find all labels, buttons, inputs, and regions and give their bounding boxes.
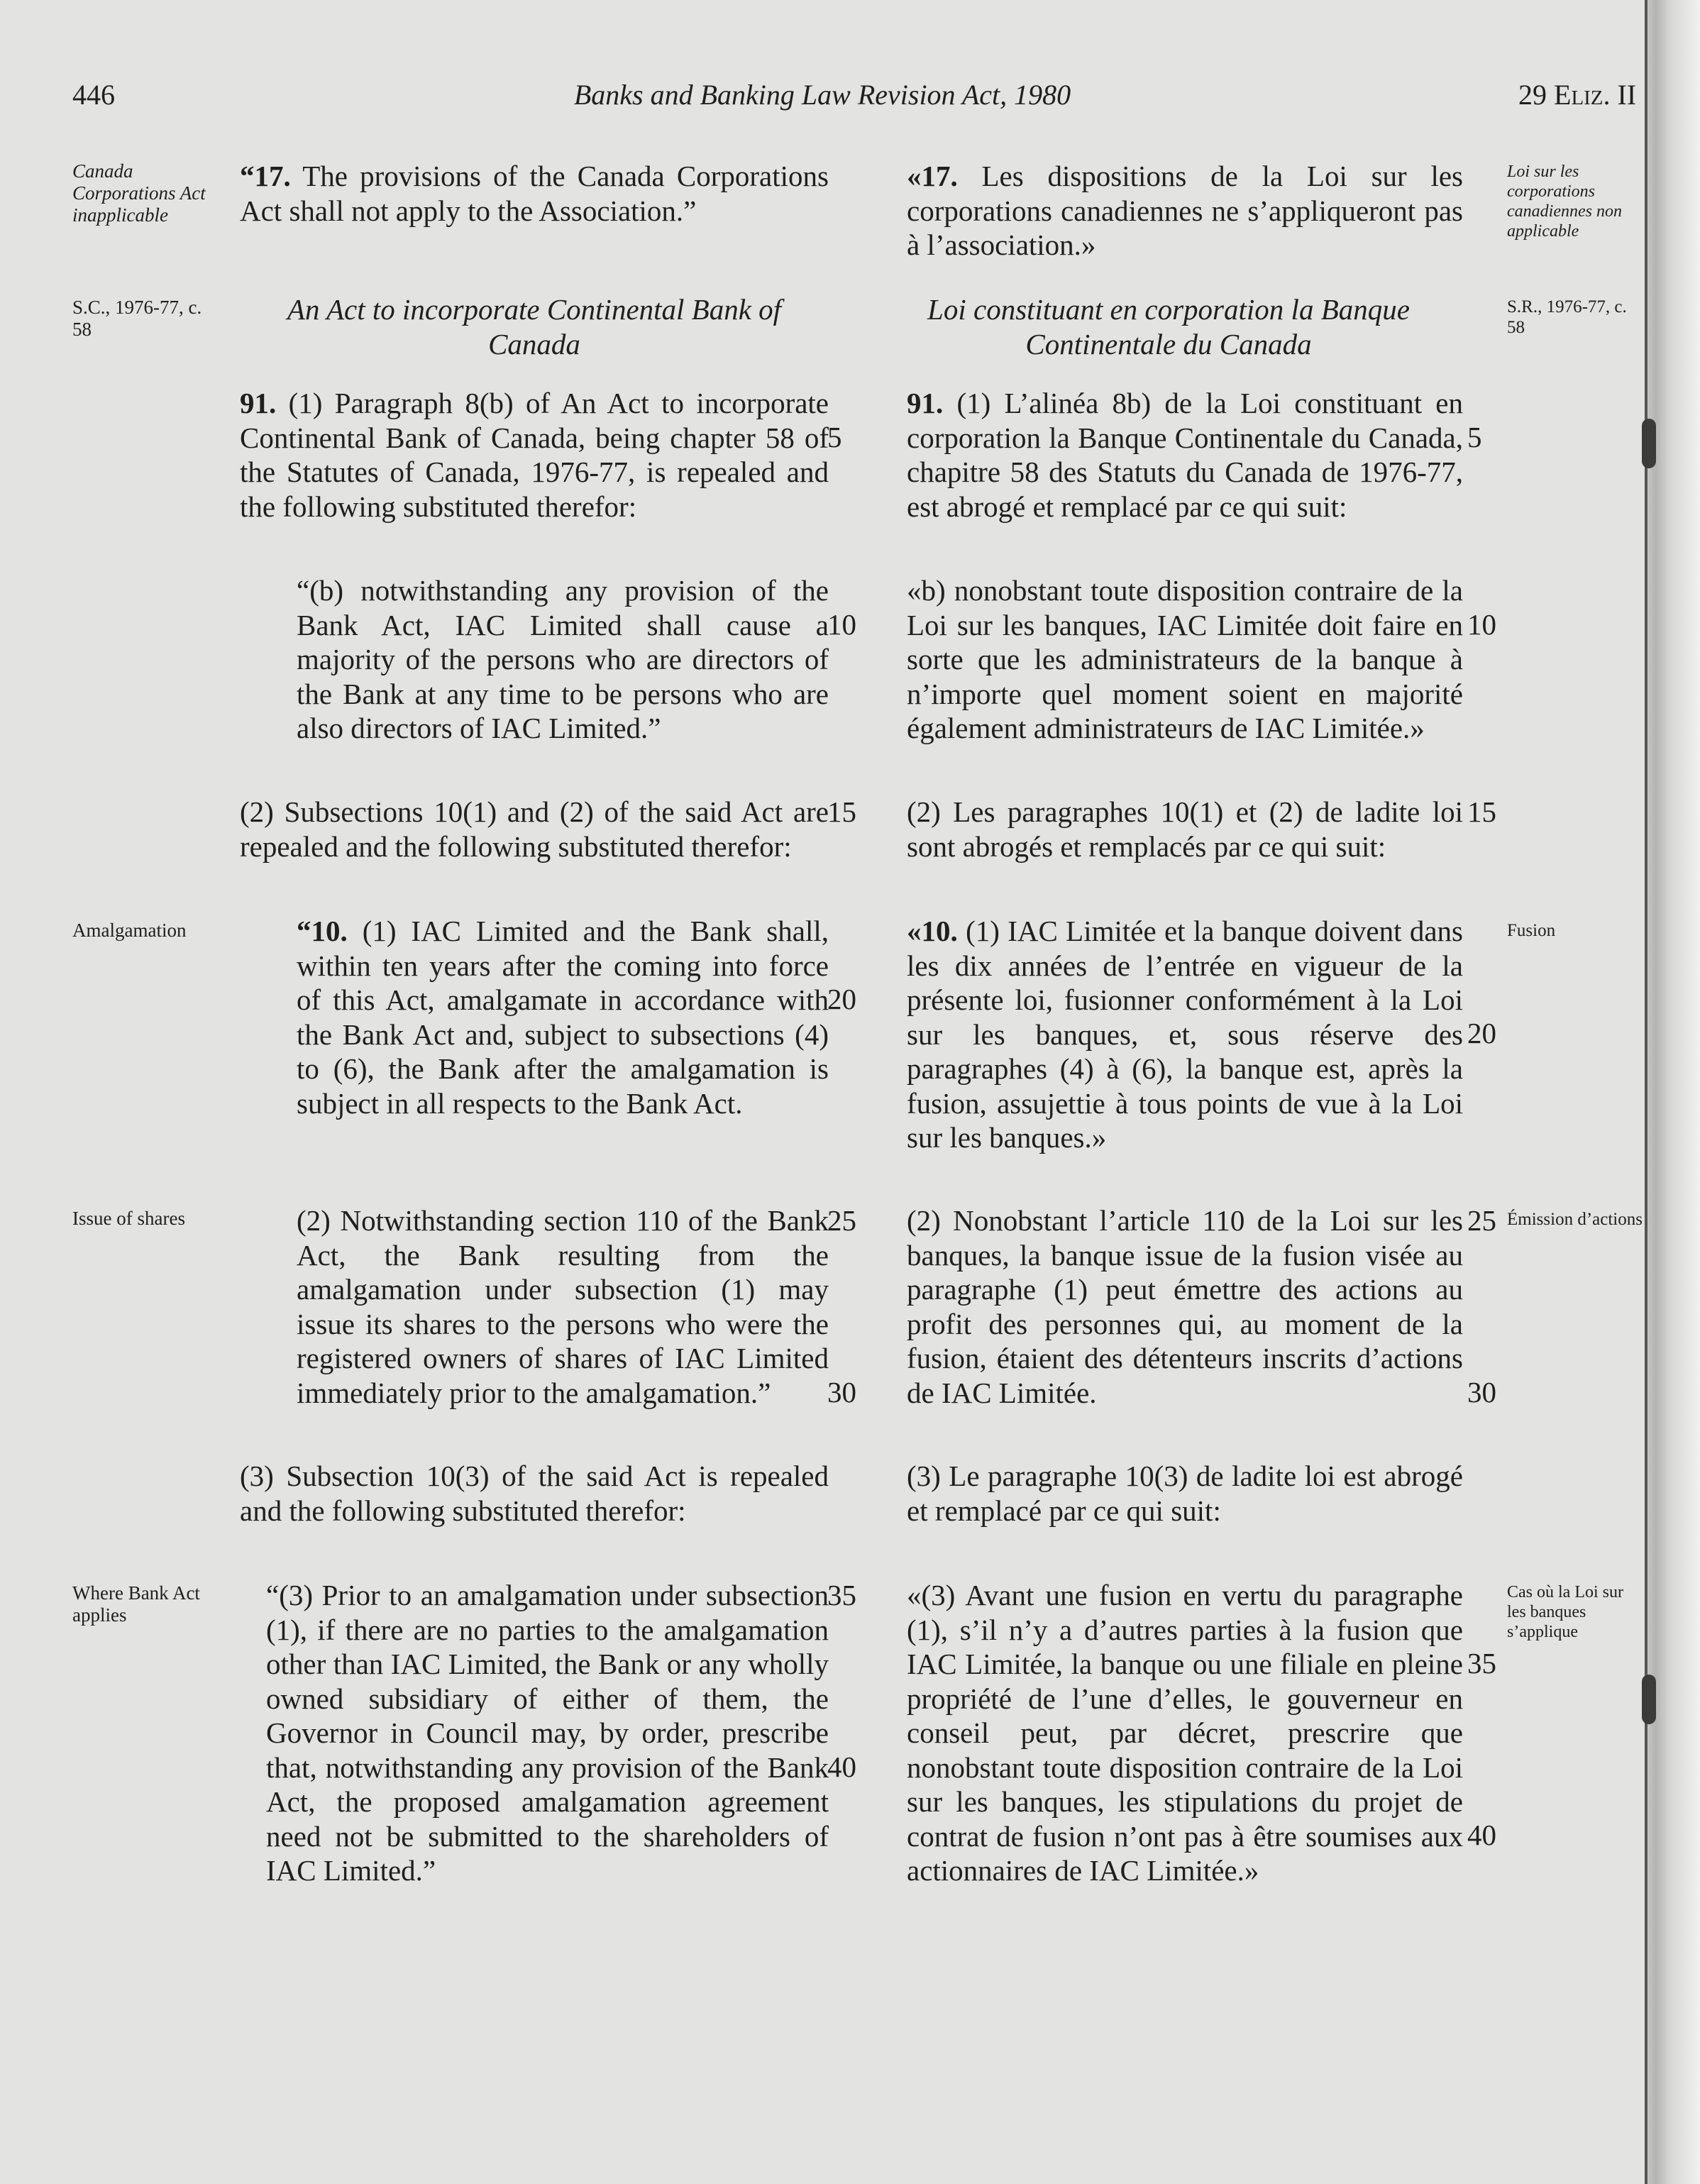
margin-note-emission: Émission d’actions: [1507, 1210, 1643, 1229]
binder-ring-upper: [1642, 419, 1656, 468]
en-s17-text: The provisions of the Canada Corporations Act shall not apply to the Association.”: [240, 160, 829, 227]
fr-s10-3: «(3) Avant une fusion en vertu du paragraphe (1), s’il n’y a d’autres parties à la fusion que IAC Limitée, la banque ou une filiale en pleine propriété de l’une d’elles, le gouverneur en conseil peut, par décret, prescrire que nonobstant toute disposition contraire de la Loi sur les banques, les stipulations du projet de contrat de fusion n’ont pas à être soumises aux actionnaires de IAC Limitée.»: [907, 1579, 1463, 1887]
en-s91-number: 91.: [240, 387, 277, 419]
fr-s91-2: (2) Les paragraphes 10(1) et (2) de ladite loi sont abrogés et remplacés par ce qui suit:: [907, 795, 1463, 863]
en-s91-1-text: (1) Paragraph 8(b) of An Act to incorporate Continental Bank of Canada, being chapter 58 of the Statutes of Canada, 1976-77, is repealed and the following substituted therefor:: [240, 387, 829, 523]
fr-s91-number: 91.: [907, 387, 944, 419]
fr-s91-3: (3) Le paragraphe 10(3) de ladite loi est abrogé et remplacé par ce qui suit:: [907, 1460, 1463, 1527]
fr-section-10-1: [907, 914, 1463, 1155]
en-section-10-1: [297, 914, 829, 1120]
margin-note-where-bank-act: Where Bank Act applies: [72, 1582, 200, 1626]
fr-s91-1-text: (1) L’alinéa 8b) de la Loi constituant en corporation la Banque Continentale du Canada, chapitre 58 des Statuts du Canada de 1976-77, est abrogé et remplacé par ce qui suit:: [907, 387, 1464, 523]
fr-section-91-1: [907, 386, 1463, 524]
line-number: 20: [827, 983, 856, 1015]
en-s91-2: (2) Subsections 10(1) and (2) of the said Act are repealed and the following substituted therefor:: [240, 795, 829, 863]
line-number: 40: [1467, 1819, 1496, 1851]
en-s10-2: (2) Notwithstanding section 110 of the Bank Act, the Bank resulting from the amalgamation under subsection (1) may issue its shares to the persons who were the registered owners of shares of IAC Limited immediately prior to the amalgamation.”: [297, 1204, 829, 1409]
line-number: 25: [1467, 1204, 1496, 1237]
fr-s91-1-quote: «b) nonobstant toute disposition contraire de la Loi sur les banques, IAC Limitée doit faire en sorte que les administrateurs de la banque à n’importe quel moment soient en majorité également administrateurs de IAC Limitée.»: [907, 574, 1463, 744]
en-section-17: [240, 159, 829, 228]
fr-section-17: [907, 159, 1463, 263]
en-s17-number: “17.: [240, 160, 291, 192]
fr-s10-2: (2) Nonobstant l’article 110 de la Loi sur les banques, la banque issue de la fusion visée au paragraphe (1) peut émettre des actions au profit des personnes qui, au moment de la fusion, étaient des détenteurs inscrits d’actions de IAC Limitée.: [907, 1204, 1463, 1409]
line-number: 5: [827, 421, 842, 453]
regnal-year: 29 ELIZ. II: [1518, 79, 1637, 111]
line-number: 35: [827, 1579, 856, 1611]
line-number: 25: [827, 1204, 856, 1237]
line-number: 10: [827, 608, 856, 641]
margin-note-issue-of-shares: Issue of shares: [72, 1208, 185, 1229]
line-number: 30: [1467, 1376, 1496, 1408]
fr-act-caption: Loi constituant en corporation la Banque Continentale du Canada: [927, 293, 1410, 360]
line-number: 10: [1467, 608, 1496, 641]
margin-note-sr-citation: S.R., 1976-77, c. 58: [1507, 297, 1627, 337]
en-s10-3: “(3) Prior to an amalgamation under subsection (1), if there are no parties to the amalgamation other than IAC Limited, the Bank or any wholly owned subsidiary of either of them, the Governor in Council may, by order, prescribe that, notwithstanding any provision of the Bank Act, the proposed amalgamation agreement need not be submitted to the shareholders of IAC Limited.”: [266, 1579, 829, 1887]
running-title: Banks and Banking Law Revision Act, 1980: [573, 79, 1071, 111]
margin-note-sc-citation: S.C., 1976-77, c. 58: [72, 297, 202, 340]
margin-note-cas-ou: Cas où la Loi sur les banques s’applique: [1507, 1583, 1623, 1641]
line-number: 20: [1467, 1017, 1496, 1049]
line-number: 15: [1467, 795, 1496, 828]
fr-s17-number: «17.: [907, 160, 958, 192]
fr-s10-number: «10.: [907, 915, 958, 947]
en-s10-1-text: (1) IAC Limited and the Bank shall, within ten years after the coming into force of this Act, amalgamate in accordance with the Bank Act and, subject to subsections (4) to (6), the Bank after the amalgamation is subject in all respects to the Bank Act.: [297, 915, 829, 1120]
fr-s10-1-text: (1) IAC Limitée et la banque doivent dans les dix années de l’entrée en vigueur de la présente loi, fusionner conformément à la Loi sur les banques, et, sous réserve des paragraphes (4) à (6), la banque est, après la fusion, assujettie à tous points de vue à la Loi sur les banques.»: [907, 915, 1463, 1154]
page-binding-edge: [1645, 0, 1700, 2184]
en-act-caption: An Act to incorporate Continental Bank of Canada: [287, 293, 782, 360]
margin-note-fusion: Fusion: [1507, 921, 1556, 940]
en-s91-1-quote: “(b) notwithstanding any provision of the Bank Act, IAC Limited shall cause a majority of the persons who are directors of the Bank at any time to be persons who are also directors of IAC Limited.”: [297, 574, 829, 744]
page-number: 446: [72, 79, 115, 111]
line-number: 40: [827, 1750, 856, 1783]
line-number: 5: [1467, 421, 1482, 453]
line-number: 15: [827, 795, 856, 828]
binder-ring-lower: [1642, 1675, 1656, 1724]
fr-s17-text: Les dispositions de la Loi sur les corporations canadiennes ne s’appliqueront pas à l’association.»: [907, 160, 1463, 261]
en-s91-3: (3) Subsection 10(3) of the said Act is repealed and the following substituted therefor:: [240, 1460, 829, 1527]
en-s10-number: “10.: [297, 915, 348, 947]
en-section-91-1: [240, 386, 829, 524]
line-number: 35: [1467, 1647, 1496, 1680]
margin-note-canada-corporations: Canada Corporations Act inapplicable: [72, 160, 206, 226]
line-number: 30: [827, 1376, 856, 1408]
margin-note-loi-corporations: Loi sur les corporations canadiennes non applicable: [1507, 162, 1622, 241]
margin-note-amalgamation: Amalgamation: [72, 920, 187, 941]
